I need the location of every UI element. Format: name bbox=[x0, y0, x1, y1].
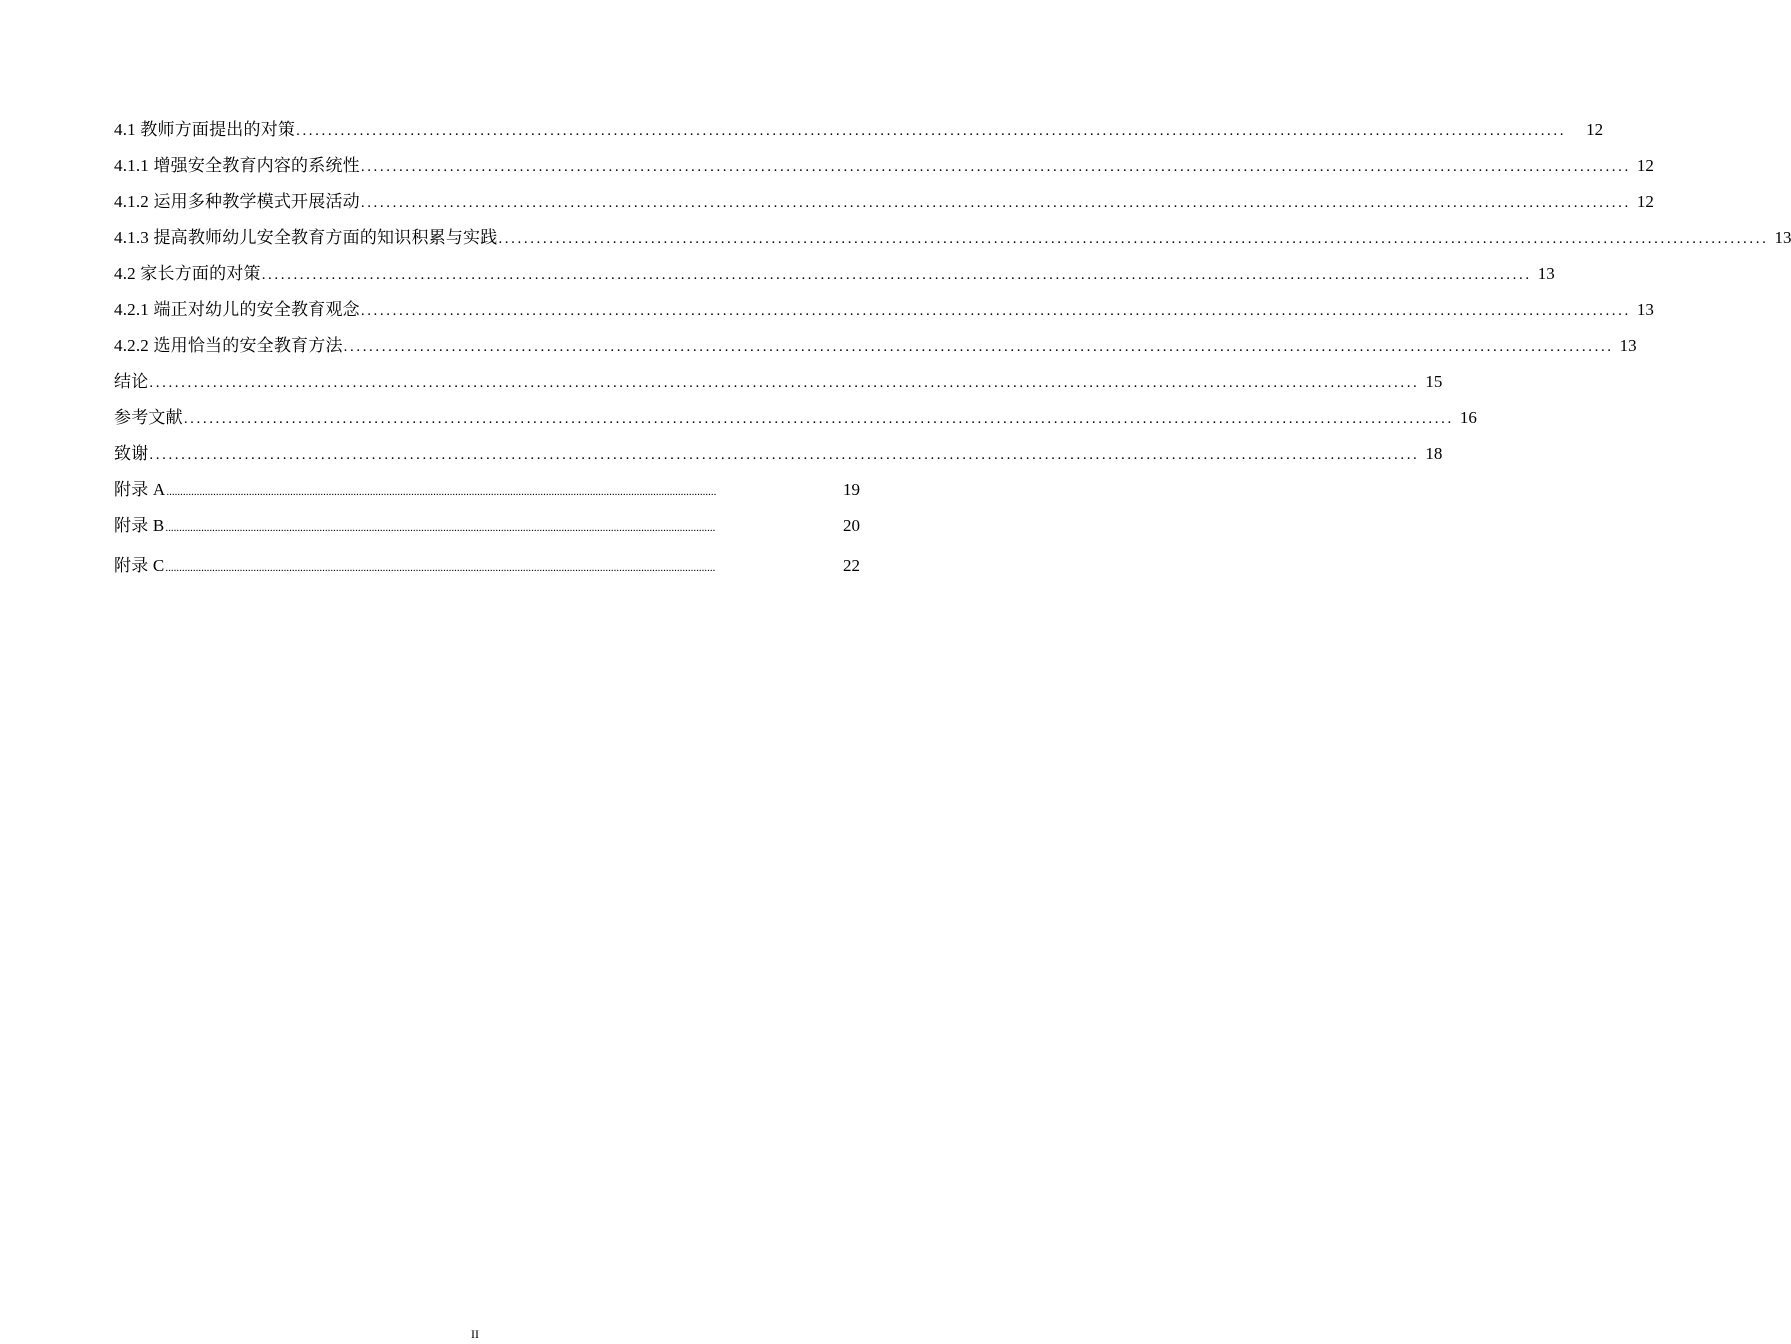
toc-leader-dots: ........................................................................................................................................................................................................ bbox=[149, 447, 1420, 463]
toc-entry[interactable] bbox=[114, 371, 1443, 407]
toc-entry-label: 结论 bbox=[114, 372, 149, 391]
toc-entry[interactable] bbox=[114, 555, 860, 591]
toc-leader-dots: ........................................................................................................................................................................................................ bbox=[296, 123, 1567, 139]
toc-entry-label: 4.1.2 运用多种教学模式开展活动 bbox=[114, 192, 360, 211]
toc-entry[interactable] bbox=[114, 515, 860, 551]
toc-entry[interactable] bbox=[114, 263, 1555, 299]
toc-entry-label: 4.2.1 端正对幼儿的安全教育观念 bbox=[114, 300, 360, 319]
toc-entry-label: 附录 B bbox=[114, 516, 165, 535]
toc-entry[interactable] bbox=[114, 227, 1791, 263]
toc-entry-label: 4.1 教师方面提出的对策 bbox=[114, 120, 296, 139]
toc-entry-page: 13 bbox=[1537, 264, 1555, 283]
toc-entry-label: 4.2.2 选用恰当的安全教育方法 bbox=[114, 336, 343, 355]
toc-entry[interactable] bbox=[114, 299, 1654, 335]
toc-entry[interactable] bbox=[114, 119, 1604, 155]
toc-entry-label: 致谢 bbox=[114, 444, 149, 463]
table-of-contents bbox=[114, 119, 1791, 591]
toc-leader-dots: ........................................................................................................................................................................................................ bbox=[165, 562, 716, 574]
toc-leader-dots: ........................................................................................................................................................................................................ bbox=[261, 267, 1532, 283]
toc-entry[interactable] bbox=[114, 155, 1654, 191]
toc-leader-dots: ........................................................................................................................................................................................................ bbox=[343, 339, 1614, 355]
toc-entry-label: 参考文献 bbox=[114, 408, 183, 427]
toc-leader-dots: ........................................................................................................................................................................................................ bbox=[498, 231, 1769, 247]
toc-entry[interactable] bbox=[114, 479, 860, 515]
toc-entry[interactable] bbox=[114, 407, 1477, 443]
page-number: II bbox=[471, 1327, 479, 1341]
toc-entry-page: 13 bbox=[1774, 228, 1791, 247]
toc-leader-dots: ........................................................................................................................................................................................................ bbox=[183, 411, 1454, 427]
toc-entry-page: 13 bbox=[1636, 300, 1654, 319]
toc-entry-page: 16 bbox=[1459, 408, 1477, 427]
toc-leader-dots: ........................................................................................................................................................................................................ bbox=[149, 375, 1420, 391]
toc-entry-page: 19 bbox=[843, 480, 860, 499]
toc-leader-dots: ........................................................................................................................................................................................................ bbox=[360, 159, 1631, 175]
toc-entry-label: 4.1.3 提高教师幼儿安全教育方面的知识积累与实践 bbox=[114, 228, 498, 247]
toc-entry[interactable] bbox=[114, 191, 1654, 227]
toc-entry[interactable] bbox=[114, 335, 1637, 371]
toc-entry-label: 附录 C bbox=[114, 556, 165, 575]
toc-leader-dots: ........................................................................................................................................................................................................ bbox=[165, 522, 716, 534]
toc-entry-label: 附录 A bbox=[114, 480, 166, 499]
toc-entry[interactable] bbox=[114, 443, 1443, 479]
toc-leader-dots: ........................................................................................................................................................................................................ bbox=[166, 486, 717, 498]
toc-entry-page: 13 bbox=[1619, 336, 1637, 355]
toc-entry-page: 20 bbox=[843, 516, 860, 535]
toc-entry-label: 4.1.1 增强安全教育内容的系统性 bbox=[114, 156, 360, 175]
toc-leader-dots: ........................................................................................................................................................................................................ bbox=[360, 303, 1631, 319]
toc-entry-page: 22 bbox=[843, 556, 860, 575]
toc-entry-page: 15 bbox=[1425, 372, 1443, 391]
toc-leader-dots: ........................................................................................................................................................................................................ bbox=[360, 195, 1631, 211]
toc-entry-page: 12 bbox=[1636, 192, 1654, 211]
toc-entry-page: 12 bbox=[1636, 156, 1654, 175]
toc-entry-page: 18 bbox=[1425, 444, 1443, 463]
toc-entry-label: 4.2 家长方面的对策 bbox=[114, 264, 261, 283]
toc-entry-page: 12 bbox=[1586, 120, 1604, 139]
